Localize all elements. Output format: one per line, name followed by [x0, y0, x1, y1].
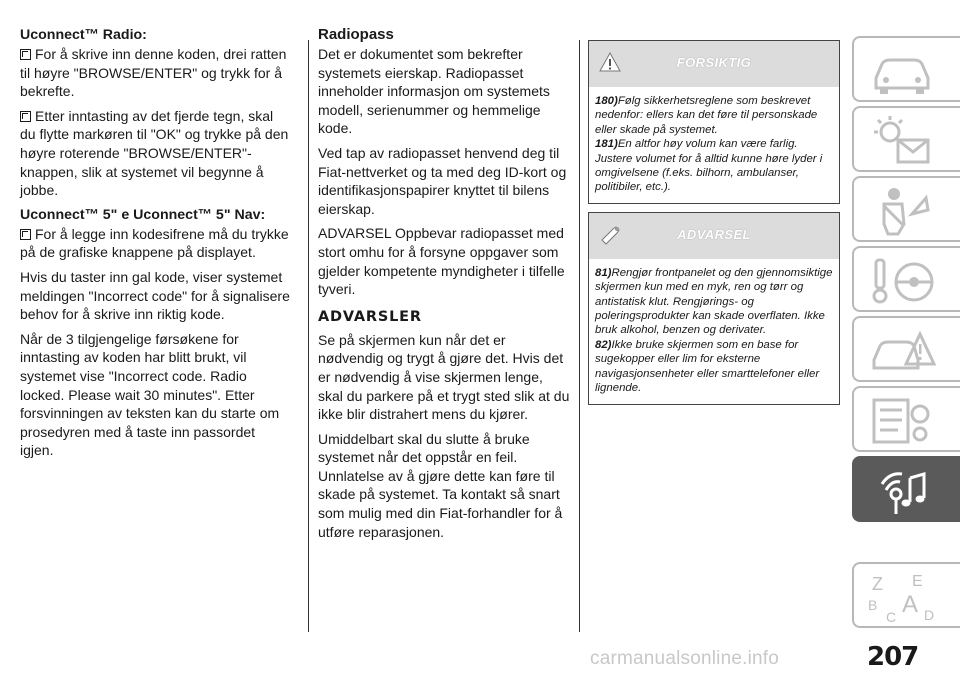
index-letter: E [912, 573, 923, 590]
multimedia-icon [868, 464, 938, 518]
caution-title: FORSIKTIG [676, 55, 752, 70]
column-1 [20, 26, 290, 466]
tab-warning-lights[interactable] [852, 106, 960, 172]
warning-item: 81)Rengjør frontpanelet og den gjennomsiktige skjermen kun med en myk, ren og tørr og antistatisk klut. Rengjørings- og poleringsprodukter kan skade overflaten. Ikke bruk alkohol, benzen og derivater. [595, 266, 833, 337]
tab-car[interactable] [852, 36, 960, 102]
tab-breakdown[interactable] [852, 316, 960, 382]
paragraph: Umiddelbart skal du slutte å bruke systemet når det oppstår en feil. Unnlatelse av å gjøre dette kan føre til skade på systemet. Ta kontakt så snart som mulig med din Fiat-forhandler for å utføre reparasjonen. [318, 430, 563, 540]
caution-item: 181)En altfor høy volum kan være farlig. Justere volumet for å alltid kunne høre lyder i omgivelsene (f.eks. bilhorn, ambulanser, politibiler, etc.). [595, 138, 823, 194]
index-letter: B [868, 597, 878, 613]
caution-item: 180)Følg sikkerhetsreglene som beskrevet nedenfor: ellers kan det føre til personskade eller skade på systemet. [595, 95, 818, 136]
tab-multimedia[interactable] [852, 456, 960, 522]
warning-item: 82)Ikke bruke skjermen som en base for sugekopper eller lim for eksterne navigasjonsenheter eller smarttelefoner eller lignende. [595, 338, 820, 395]
warning-triangle-icon [599, 52, 621, 72]
paragraph: Etter inntasting av det fjerde tegn, skal du flytte markøren til "OK" og trykke på den høyre roterende "BROWSE/ENTER"-knappen, slik at systemet vil begynne å jobbe. [20, 107, 289, 199]
tab-seat-safety[interactable] [852, 176, 960, 242]
warning-box [588, 212, 840, 405]
tab-key-steering[interactable] [852, 246, 960, 312]
watermark: carmanualsonline.info [590, 648, 780, 669]
caution-header [589, 41, 839, 87]
index-icon [868, 570, 948, 626]
paragraph: ADVARSEL Oppbevar radiopasset med stort omhu for å forsyne oppgaver som gjelder kompetente myndigheter i tilfelle tyveri. [318, 225, 565, 298]
paragraph: Når de 3 tilgjengelige førsøkene for inntasting av koden har blitt brukt, vil systemet vise "Incorrect code. Radio locked. Please wait 30 minutes". Etter forsvinningen av teksten kan du starte om prosedyren med å taste inn passordet igjen. [20, 330, 280, 459]
column-3 [588, 40, 840, 413]
caution-box [588, 40, 840, 204]
tab-index[interactable] [852, 562, 960, 628]
column-2 [318, 26, 570, 547]
caution-body [589, 87, 839, 203]
paragraph: Ved tap av radiopasset henvend deg til Fiat-nettverket og ta med deg ID-kort og identifikasjonspapirer knyttet til bilens eierskap. [318, 144, 567, 217]
paragraph: For å skrive inn denne koden, drei ratten til høyre "BROWSE/ENTER" og trykk for å bekrefte. [20, 46, 287, 100]
heading-uconnect-5: Uconnect™ 5" e Uconnect™ 5" Nav: [20, 206, 266, 223]
step-icon [20, 49, 31, 60]
warning-lights-icon [868, 114, 938, 168]
warning-body [589, 259, 839, 404]
paragraph: Det er dokumentet som bekrefter systemets eierskap. Radiopasset inneholder informasjon om systemets modell, serienummer og hemmelige kode. [318, 46, 550, 137]
index-letter: D [924, 607, 935, 623]
paragraph: For å legge inn kodesifrene må du trykke på de grafiske knappene på displayet. [20, 225, 289, 261]
warning-title: ADVARSEL [677, 226, 751, 242]
heading-radiopass: Radiopass [318, 26, 394, 43]
index-letter: C [886, 609, 897, 625]
step-icon [20, 111, 31, 122]
step-icon [20, 229, 31, 240]
maintenance-icon [868, 394, 938, 448]
key-steering-icon [868, 254, 938, 308]
paragraph: Hvis du taster inn gal kode, viser systemet meldingen "Incorrect code" for å signalisere behov for å skrive inn riktig kode. [20, 268, 290, 323]
warning-header [589, 213, 839, 259]
car-icon [868, 44, 938, 98]
index-letter: Z [872, 574, 883, 594]
tab-maintenance[interactable] [852, 386, 960, 452]
index-letter: A [902, 591, 919, 618]
section-heading: ADVARSLER [318, 308, 422, 325]
column-divider [579, 40, 580, 632]
seat-safety-icon [868, 184, 938, 238]
page-number: 207 [867, 642, 919, 672]
wrench-hand-icon [599, 224, 623, 246]
breakdown-icon [868, 324, 938, 378]
heading-uconnect-radio: Uconnect™ Radio: [20, 27, 147, 43]
column-divider [308, 40, 309, 632]
paragraph: Se på skjermen kun når det er nødvendig og trygt å gjøre det. Hvis det er nødvendig å vise skjermen lenge, skal du parkere på et trygt sted slik at du ikke blir distrahert mens du kjører. [318, 331, 570, 423]
